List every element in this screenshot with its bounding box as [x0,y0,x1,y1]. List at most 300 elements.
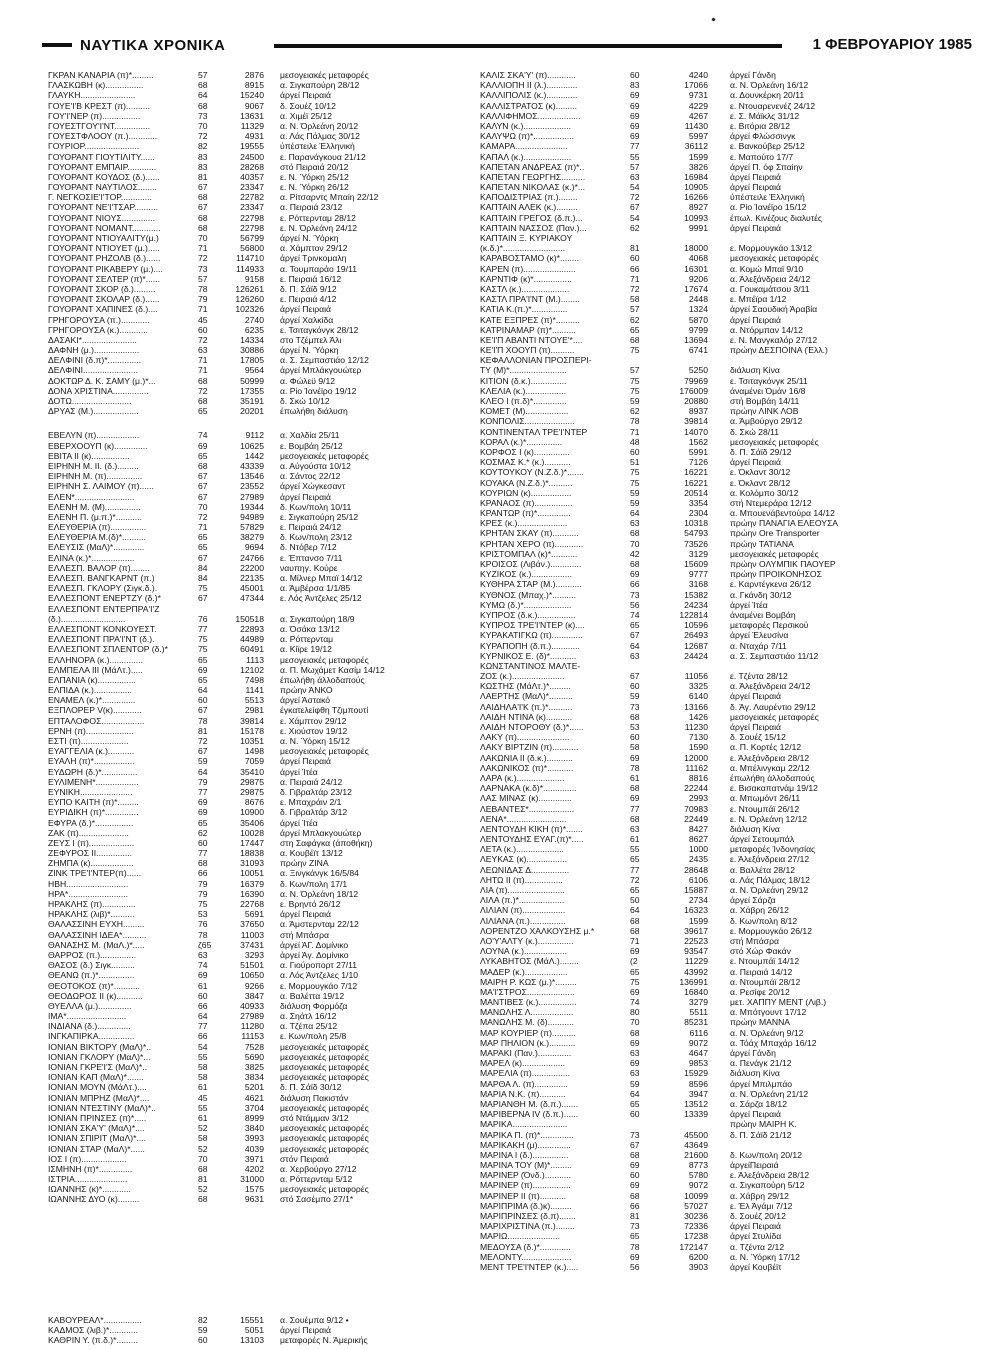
ship-tonnage: 7130 [688,732,708,743]
header-left [42,34,225,56]
ship-name: ΕΥΔΩΡΗ (δ.)*............... [48,766,138,777]
ship-year: 72 [630,283,640,294]
ship-status: α. Όσάκα 13/12 [280,623,340,634]
ship-row [480,895,970,905]
ship-name: ΚΡΗΤΑΝ ΣΚΑΥ (π)........... [480,528,579,539]
ship-row [480,1221,970,1231]
ship-row [480,376,970,386]
ship-tonnage: 2876 [244,70,264,80]
ship-year: 66 [630,1200,640,1211]
ship-row [48,1315,463,1325]
ship-row [480,345,970,355]
ship-year: 63 [630,518,640,529]
ship-name: ΛΙΑ (π)........................ [480,885,565,895]
ship-status: άργεί Πειραιά [280,304,331,315]
ship-tonnage: 18000 [684,243,708,254]
ship-status: πρώην ΆΝΚΟ [280,685,333,696]
ship-year: 65 [198,406,208,417]
ship-year: 54 [630,212,640,223]
ship-year: 64 [630,508,640,519]
ship-row [48,960,463,970]
ship-name: ΚΟΝΤΙΝΕΝΤΑΛ ΤΡΕ'Ι'ΝΤΕΡ [480,426,588,437]
ship-tonnage: 13694 [684,334,708,345]
ship-tonnage: 9112 [245,430,264,441]
ship-tonnage: 7528 [244,1041,264,1052]
ship-row [48,1184,463,1194]
ship-tonnage: 114933 [235,263,264,274]
ship-tonnage: 18838 [240,848,264,859]
ship-tonnage: 10051 [240,868,264,879]
ship-name: ΚΑΣΤΛ ΠΡΑ'Ι'ΝΤ (Μ.)........ [480,294,580,305]
ship-year: 52 [198,1123,208,1134]
ship-row [48,1042,463,1052]
ship-status: α. Χάβρη 26/12 [730,905,789,916]
ship-status: στή Μπάσρα [730,935,779,946]
ship-tonnage: 60491 [240,644,264,655]
ship-status: άργεί Ίτέα [730,599,768,610]
ship-row [480,213,970,223]
ship-year: 71 [198,304,208,315]
ship-tonnage: 15609 [684,559,708,569]
ship-status: α. Ν. Ύόρκη 15/12 [280,736,350,746]
ship-row [48,451,463,461]
ship-year: 53 [198,909,208,920]
ship-name: ΖΑΚ (π)..................... [48,827,129,838]
ship-row [48,746,463,756]
ship-tonnage: 39814 [684,416,708,427]
ship-row [480,243,970,253]
ship-tonnage: 8937 [688,406,708,417]
ship-row [480,111,970,121]
ship-tonnage: 5690 [244,1051,264,1062]
ship-name: ΕΠΤΑΛΟΦΟΣ.................. [48,715,145,726]
ship-name: ΓΟΥ'Ι'ΝΕΡ (π)................ [48,110,141,121]
ship-status: μεταφορές Περσικού [730,620,809,631]
ship-name: ΛΕΝΑ*......................... [480,813,567,824]
ship-name: ΚΑΣΤΛ (κ.).................... [480,283,570,294]
ship-name: ΛΕΒΑΝΤΕΣ*................... [480,803,575,814]
ship-year: 45 [198,314,208,325]
ship-name: ΚΑΡΕΝ (π)...................... [480,263,576,274]
ship-row [48,471,463,481]
ship-row [480,233,970,243]
ship-status: α. Σιγκαπούρη 28/12 [280,80,360,91]
ship-name: ΛΑΡΝΑΚΑ (κ.δ)*.............. [480,783,577,794]
ship-row [480,1130,970,1140]
ship-name: ΙΝΓΚΑΠΙΡΚΑ............... [48,1031,135,1042]
ship-row [480,70,970,80]
ship-name: ΕΛΠΑΝΙΑ (κ)................ [48,674,136,685]
ship-year: 48 [630,436,640,447]
ship-name: ΚΕ'Ι'Π ΑΒΑΝΤΙ ΝΤΟΥΕ'*.... [480,334,583,345]
ship-status: α. Σ. Σεμπαστιάο 11/12 [730,650,819,661]
ship-status: δ. Ντόβερ 7/12 [280,542,337,553]
ship-row [480,498,970,508]
ship-tonnage: 114710 [235,253,264,264]
ship-status: στό Σασέμπο 27/1* [280,1194,354,1205]
ship-name: ΔΟΚΤΩΡ Δ. Κ. ΣΑΜΥ (μ.)*... [48,375,156,386]
ship-row [480,101,970,111]
ship-row [48,502,463,512]
ship-year: 73 [630,1129,640,1140]
ship-tonnage: 24500 [240,151,264,162]
ship-year: 68 [198,460,208,471]
ship-row [48,396,463,406]
ship-row [480,315,970,325]
ship-row [48,192,463,202]
ship-name: ΔΕΛΦΙΝΙ (δ.π)*.............. [48,355,142,366]
ship-row [48,624,463,634]
ship-year: 63 [630,1068,640,1079]
ship-name: ΚΟΡΦΟΣ Ι (κ)............... [480,446,570,457]
ship-name: ΔΟΝΑ ΧΡΙΣΤΙΝΑ............... [48,385,149,396]
ship-status: στή Μπάσρα [280,929,329,940]
ship-tonnage: 3293 [244,949,264,960]
ship-row [480,814,970,824]
ship-name: ΙΟΝΙΑΝ ΓΚΛΟΡΥ (ΜαΛ)*... [48,1051,151,1062]
ship-year: 83 [198,151,208,162]
ship-row [48,253,463,263]
ship-status: α. Σιγκαπούρη 5/12 [730,1180,805,1191]
ship-tonnage: 15551 [240,1314,264,1325]
ship-year: 73 [630,701,640,712]
ship-year: 65 [630,324,640,335]
left-column [48,70,463,1345]
ship-year: 54 [198,1041,208,1052]
ship-row [480,284,970,294]
ship-tonnage: 9694 [244,542,264,553]
ship-status: δ. Γιβραλτάρ 23/12 [280,786,352,797]
ship-year: 77 [198,786,208,797]
ship-tonnage: 10905 [684,182,708,193]
ship-row [480,192,970,202]
ship-tonnage: 11430 [684,120,708,131]
ship-status: μεσογειακές μεταφορές [730,436,819,447]
ship-year: 59 [630,487,640,498]
ship-name: ΛΗΤΩ ΙΙ (π)................ [480,874,563,885]
ship-status: ε. Βρηντό 26/12 [280,899,341,909]
ship-row [480,131,970,141]
ship-year: 79 [198,878,208,889]
ship-status: πρώην ΠΡΟΙΚΟΝΗΣΟΣ [730,569,822,580]
ship-year: 65 [198,450,208,461]
ship-year: 71 [630,273,640,284]
ship-tonnage: 10900 [240,807,264,818]
ship-row [480,478,970,488]
ship-name: ΖΟΣ (κ.)...................... [480,671,565,682]
ship-year: 59 [630,396,640,406]
ship-status: μεσογειακές μεταφορές [280,654,369,665]
ship-name: ΚΑΤΕ ΕΞΠΡΕΣ (π)*.......... [480,314,580,325]
ship-year: 78 [630,762,640,773]
ship-tonnage: 11280 [240,1021,264,1032]
ship-name: ΙΩΑΝΝΗΣ (κ)*............ [48,1184,131,1195]
ship-name: ΛΑΕΡΤΗΣ (ΜαΛ)*.......... [480,691,573,702]
ship-status: άργεί Πειραιά [730,691,781,702]
ship-year: 69 [630,986,640,997]
ship-year: 55 [198,1102,208,1113]
ship-status: στη Σαφάγκα (άποθήκη) [280,837,373,848]
ship-status: α. Άμβέρσα 1/1/85 [280,583,351,594]
ship-year: 53 [630,722,640,732]
ship-status: α. Νταχάρ 7/11 [730,640,787,651]
ship-status: δ. Κων/πολη 23/12 [280,532,352,543]
ship-year: 67 [630,1139,640,1150]
ship-status: ε. Όκλαντ 28/12 [730,477,791,488]
ship-name: ΜΑΡΙΝΑ ΤΟΥ (Μ)*......... [480,1160,572,1171]
ship-status: διάλυση Πακιστάν [280,1092,349,1103]
ship-status [730,1140,965,1150]
ship-year: 57 [630,304,640,315]
ship-status: α. Σάντος 22/12 [280,471,341,482]
ship-tonnage: 4229 [688,100,708,111]
ship-name: ΗΡΑ*......................... [48,888,129,899]
ship-row [480,1252,970,1262]
ship-name: ΚΟΡΑΛ (κ.)*............... [480,436,563,447]
ship-name: ΙΩΑΝΝΗΣ ΔΥΟ (κ)......... [48,1194,140,1205]
ship-status: άργεί Πειραιά [730,722,781,732]
ship-year: 68 [630,783,640,794]
ship-tonnage: 16323 [684,905,708,916]
ship-year: 60 [630,681,640,692]
ship-name: ΗΒΗ.......................... [48,878,129,889]
ship-status: ε. Πειραιά 4/12 [280,294,337,305]
ship-status: ε. Μορμουγκάο 13/12 [730,243,812,254]
ship-row [48,593,463,603]
ship-status: μεταφορές Ν. Άμερικής [280,1335,368,1345]
ship-name: ΕΙΡΗΝΗ Μ. ΙΙ. (δ.)......... [48,460,139,471]
ship-name: (κ.δ.)*.......................... [480,243,566,254]
ship-status: δ. Σουέζ 10/12 [280,100,336,111]
ship-tonnage: 4240 [688,70,708,80]
ship-tonnage: 9072 [688,1180,708,1191]
ship-name: ΛΕΥΚΑΣ (κ)................. [480,854,567,865]
ship-status: άργεί Πειραιά [730,222,781,233]
ship-year: 73 [198,110,208,121]
ship-year: 74 [198,430,208,441]
ship-status: στό Πειραιά 20/12 [280,161,349,172]
ship-tonnage: 122814 [679,609,708,620]
ship-row [480,386,970,396]
ship-tonnage: 16221 [684,467,708,478]
ship-year: 81 [198,1174,208,1185]
ship-status: άργεί Πειραιά [280,491,331,502]
ship-name: ΓΟΥΕΣΤΓΟΥ'Ι'ΝΤ............... [48,120,151,131]
ship-row [480,141,970,151]
ship-row [480,467,970,477]
ship-name: ΛΟΥΝΑ (κ.).................. [480,946,567,957]
ship-name: ΖΗΜΠΑ (κ).................. [48,858,134,869]
ship-name: ΚΥΖΙΚΟΣ (κ.)................. [480,569,572,580]
ship-name: ΜΑΡΙΩ...................... [480,1231,560,1242]
ship-tonnage: 13103 [240,1335,264,1345]
ship-year: 67 [198,182,208,193]
ship-year: 51 [630,457,640,468]
ship-year: 73 [630,1221,640,1232]
ship-tonnage: 2740 [244,314,264,325]
ship-year: 77 [198,848,208,859]
ship-year: 58 [630,294,640,305]
ship-status: ε. Κων/πολη 25/8 [280,1031,347,1042]
ship-year: 77 [630,864,640,875]
ship-status: άργεί Πειραιά [280,756,331,767]
ship-status: α. Ρόττερνταμ [280,634,334,645]
ship-tonnage [660,661,730,671]
ship-row [48,542,463,552]
ship-year: 71 [198,522,208,533]
ship-year: 81 [198,171,208,182]
ship-tonnage: 17447 [240,837,264,848]
ship-row [48,512,463,522]
ship-year: 59 [630,497,640,508]
ship-name: ΕΛΙΝΑ (κ.)*.................. [48,552,135,563]
ship-year: 68 [198,396,208,406]
ship-year: 82 [198,141,208,152]
ship-name: ΙΟΝΙΑΝ ΜΟΥΝ (ΜάΛτ.).... [48,1082,147,1093]
ship-year: 69 [630,110,640,121]
ship-row [480,865,970,875]
ship-year: 58 [198,1072,208,1083]
ship-tonnage: 22798 [240,222,264,233]
ship-row [480,1017,970,1027]
ship-name: ΛΥΚΑΒΗΤΟΣ (ΜάΛ.)........ [480,956,579,967]
ship-tonnage: 94989 [240,511,264,522]
ship-year: 65 [630,1098,640,1109]
ship-year: 64 [630,905,640,916]
ship-status: ε. Βομβάη 25/12 [280,440,343,451]
ship-name: ΕΡΝΗ (π).................... [48,725,134,736]
ship-status: άργεί Πειραιά [730,1109,781,1120]
ship-tonnage: 11329 [240,120,264,131]
ship-year: 68 [630,1149,640,1160]
ship-row [48,1133,463,1143]
ship-row [48,991,463,1001]
ship-year: 68 [198,1194,208,1205]
ship-row [480,712,970,722]
ship-tonnage: 11003 [240,929,264,940]
ship-status: άργεί Μπλάκγουώτερ [280,365,362,376]
ship-row [48,1194,463,1204]
ship-tonnage: 20201 [240,406,264,417]
ship-name: ΚΡΟΙΣΟΣ (Λιβάν.)............. [480,559,582,569]
ship-tonnage: 29875 [240,776,264,787]
ship-row [480,1099,970,1109]
ship-year: 70 [198,233,208,243]
ship-name: ΛΑΚΩΝΙΚΟΣ (π)*........... [480,762,574,773]
ship-status: άργεί Π. όφ Σπαίην [730,161,803,172]
ship-row [480,793,970,803]
ship-year: 74 [630,997,640,1008]
ship-year: 60 [198,695,208,706]
ship-tonnage: 4931 [244,131,264,142]
ship-row [480,1058,970,1068]
ship-row [480,253,970,263]
ship-name: ΓΟΥΟΡΑΝΤ ΧΑΠΙΝΕΣ (δ.).... [48,304,158,315]
ship-name: ΓΟΥΟΡΑΝΤ ΝΟΜΑΝΤ............ [48,222,161,233]
ship-tonnage: 3354 [688,497,708,508]
ship-row [48,101,463,111]
ship-tonnage: 13166 [684,701,708,712]
ship-name: ΚΑΤΡΙΝΑΜΑΡ (π)*.......... [480,324,576,335]
ship-name: ΜΑΡΙΚΑ Π. (π)*.............. [480,1129,574,1140]
ship-status: ε. Πειραιά 16/12 [280,273,342,284]
ship-row [48,909,463,919]
ship-status: μεσογειακές μεταφορές [280,70,369,80]
ship-row [480,365,970,375]
ship-year: 75 [198,644,208,655]
ship-name: ΜΑΝΩΛΗΣ Μ. (δ)........... [480,1017,574,1028]
ship-year: 60 [630,732,640,743]
ship-tonnage: 7126 [688,457,708,468]
ship-tonnage: 15178 [240,725,264,736]
ship-year: 59 [198,756,208,767]
ship-name: ΜΑΡΙΑ Ν.Κ. (π)........... [480,1088,566,1099]
ship-row [480,742,970,752]
ship-name: ΙΟΝΙΑΝ ΣΠΙΡΙΤ (ΜαΛ)*.... [48,1133,146,1144]
ship-row [480,610,970,620]
ship-year: 67 [198,471,208,482]
ship-name: ΔΕΛΦΙΝΙ....................... [48,365,138,376]
ship-row [48,492,463,502]
ship-tonnage: 1442 [244,450,264,461]
ship-tonnage: 17238 [684,1231,708,1242]
ship-row [480,1211,970,1221]
ship-status: στή Βομβάη 14/11 [730,396,800,406]
ship-year: 67 [198,593,208,604]
ship-name: ΚΛΕΛΙΑ (κ.)................. [480,385,566,396]
ship-status: πρώην ΔΕΣΠΟΙΝΑ (Έλλ.) [730,345,828,356]
ship-status: α. Χερβούργο 27/12 [280,1163,357,1174]
ship-section [48,1315,463,1346]
ship-row [48,1164,463,1174]
ship-year: 70 [630,1017,640,1028]
ship-name: ΛΟ'Υ'ΑΛΤΥ (κ.)............... [480,935,574,946]
ship-year: 69 [630,1037,640,1048]
ship-name: ΓΚΡΑΝ ΚΑΝΑΡΙΑ (π)*......... [48,70,154,80]
ship-tonnage: 9158 [244,273,264,284]
ship-name: ΚΑΘΡΙΝ Υ. (π.δ.)*......... [48,1335,138,1345]
ship-row [48,614,463,624]
ship-year: 69 [630,100,640,111]
ship-year: 71 [198,243,208,254]
ship-status: διάλυση Κίνα [730,365,780,376]
ship-tonnage: 5201 [244,1082,264,1093]
ship-name: ΘΑΛΑΣΣΙΝΗ ΙΔΕΑ*.......... [48,929,147,940]
ship-name: ΚΟΣΜΑΣ Κ.* (κ.)........... [480,457,571,468]
ship-tonnage: 26493 [684,630,708,641]
ship-status: δ. Κων/πολη 20/12 [730,1149,802,1160]
ship-row [48,182,463,192]
ship-row [48,304,463,314]
ship-name: ΓΛΑΥΚΗ....................... [48,90,136,101]
ship-name: ΓΟΥΟΡΑΝΤ ΕΜΠΑΙΡ............ [48,161,157,172]
ship-status: ε. Μπαχράιν 2/1 [280,797,342,808]
ship-name: ΘΕΟΤΟΚΟΣ (π)*........... [48,980,140,991]
ship-tonnage: 73526 [684,538,708,549]
ship-status: α. Βαλλέτα 28/12 [730,864,796,875]
ship-year: 71 [198,355,208,366]
ship-row [480,549,970,559]
ship-row [48,152,463,162]
ship-row [48,797,463,807]
ship-year: 79 [198,776,208,787]
ship-status: α. Ν. Όρλεάνη 16/12 [730,80,809,91]
ship-tonnage: 28648 [684,864,708,875]
ship-name: ΕΣΤΙ (π).................... [48,736,129,746]
ship-status: ε. Παρανάγκουα 21/12 [280,151,366,162]
ship-tonnage: 15240 [240,90,264,101]
ship-row [480,528,970,538]
